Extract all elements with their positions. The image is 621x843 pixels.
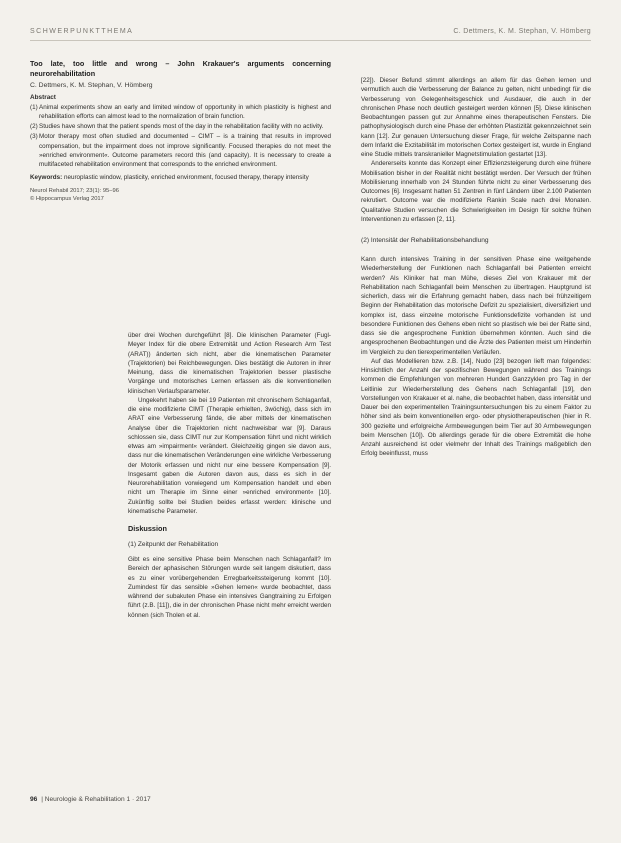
running-authors: C. Dettmers, K. M. Stephan, V. Hömberg xyxy=(453,28,591,35)
section-heading-discussion: Diskussion xyxy=(128,524,167,533)
subsection-heading: (1) Zeitpunkt der Rehabilitation xyxy=(128,541,219,548)
body-paragraph: Kann durch intensives Training in der sensitiven Phase eine weitgehende Wiederherstellung der Funktionen nach Schlaganfall bei Patienten erreicht werden? Als Kliniker hat man Mühe, dieses Ziel von Krakauer mit der Rehabilitation nach Schlaganfall beim Menschen zu übertragen. Hauptgrund ist sicherlich, dass wir die Erfahrung gemacht haben, dass nach bei frühzeitigem Beginn der Rehabilitation das motorische Defizit zu spezialisiert, diversifiziert und komplex ist, dass einzelne motorische Funktionsdefizite vorhanden ist und besondere Funktionen des Gehens eben nicht so plastisch wie bei der Ratte sind, dass sie die angesprochene Funktion übernehmen könnten. Auch sind die angesprochenen Beobachtungen und die Ärzte des Patienten meist um Hinderhin im Vergleich zu den tierexperimentellen Verläufen. xyxy=(361,256,591,356)
journal-name: | Neurologie & Rehabilitation 1 · 2017 xyxy=(41,796,151,803)
body-paragraph: Ungekehrt haben sie bei 19 Patienten mit chronischem Schlaganfall, die eine modifizierte CIMT (Therapie erhielten, 3wöchig), dass sich im ARAT eine Verbesserung fände, die aber mittels der kinematischen Analyse über die Trajektorien nicht nachweisbar war [9]. Daraus schlossen sie, dass CIMT nur zur Kompensation führt und nicht wirklich etwas am »impairment« verändert. Gleichzeitig gingen sie davon aus, dass nur die kinematischen Veränderungen eine wirkliche Verbesserung der Motorik erfassen und nicht nur eine bessere Kompensation [9]. Insgesamt gaben die Autoren davon aus, dass es sich in der Neurorehabilitation vorwiegend um Kompensation handelt und eben nicht um Therapie im Sinne einer »enriched environment« [10]. Zukünftig sollte bei Studien beides erfasst werden: klinische und kinematische Parameter. xyxy=(128,396,331,515)
article-title: Too late, too little and wrong – John Krakauer's arguments concerning neurorehabilitation xyxy=(30,59,331,78)
subsection-heading: (2) Intensität der Rehabilitationsbehandlung xyxy=(361,237,489,244)
abstract-heading: Abstract xyxy=(30,94,56,101)
abstract-item-text: Studies have shown that the patient spends most of the day in the rehabilitation facility with no activity. xyxy=(39,123,324,130)
page-footer xyxy=(30,796,151,803)
copyright-line: © Hippocampus Verlag 2017 xyxy=(30,195,104,202)
body-paragraph: [22]). Dieser Befund stimmt allerdings an allem für das Gehen lernen und vermutlich auch die Verbesserung der Balance zu gelten, nicht unbedingt für die Verbesserung von Gelegenheitsgeschick und Ausdauer, die auch in der chronischen Phase noch deutlich gesteigert werden können [5]. Diese klinischen Beobachtungen passen gut zur Annahme eines therapeutischen Fensters. Die pathophysiologisch durch eine Phase der erhöhten Plastizität gekennzeichnet sein kann [12]. Zur genauen Untersuchung dieser Frage, für welche Zeitspanne nach dem Infarkt die Exzitabilität im motorischen Cortex gesteigert ist, wurde in England eine Studie mittels transkranieller Magnetstimulation gestartet [13]. xyxy=(361,77,591,158)
right-body-column xyxy=(361,76,591,459)
section-label: SCHWERPUNKTTHEMA xyxy=(30,28,134,35)
body-paragraph: Andererseits konnte das Konzept einer Effizienzsteigerung durch eine frühere Mobilisation bisher in der Realität nicht bestätigt werden. Der Versuch der frühen Mobilisierung innerhalb von 24 Stunden führte nicht zu einer Verbesserung des Outcomes [6]. Insgesamt hatten 51 Zentren in fünf Ländern über 2.100 Patienten rekrutiert. Outcome war die modifizierte Rankin Scale nach drei Monaten. Qualitative Studien versuchen die Schwierigkeiten im Design für solche frühen Interventionen zu erfassen [2, 11]. xyxy=(361,160,591,223)
abstract-item xyxy=(30,103,331,122)
article-authors: C. Dettmers, K. M. Stephan, V. Hömberg xyxy=(30,82,153,89)
abstract-item xyxy=(30,132,331,169)
abstract-item-text: Motor therapy most often studied and documented – CIMT – is a training that results in improved compensation, but the impairment does not improve significantly. Focused therapies do not meet the »enriched environment«. Outcome parameters record this (and capacity). It is necessary to create a multifaceted rehabilitation environment that corresponds to the enriched environment. xyxy=(39,133,331,168)
abstract-item-text: Animal experiments show an early and limited window of opportunity in which plasticity is highest and rehabilitation efforts can almost lead to the normalization of brain function. xyxy=(39,103,331,120)
keywords-text: neuroplastic window, plasticity, enriched environment, focused therapy, therapy intensity xyxy=(63,174,309,182)
abstract-item-number: (3) xyxy=(30,133,38,141)
abstract-item xyxy=(30,122,331,131)
citation xyxy=(30,187,331,203)
body-paragraph: Gibt es eine sensitive Phase beim Menschen nach Schlaganfall? Im Bereich der aphasischen Störungen wurde seit langem diskutiert, dass es zu einer vorübergehenden Erregbarkeitssteigerung kommt [10]. Zumindest für das sensible »Gehen lernen« wurde beobachtet, dass während der subakuten Phase ein intensives Gangtraining zu Erfolgen führt (z.B. [11]), die in der chronischen Phase nicht mehr erreicht werden können (sich Tholen et al. xyxy=(128,556,331,619)
running-header xyxy=(30,28,591,40)
abstract-item-number: (2) xyxy=(30,123,38,130)
abstract-item-number: (1) xyxy=(30,103,38,111)
abstract-block xyxy=(30,59,331,203)
citation-line: Neurol Rehabil 2017; 23(1): 95–96 xyxy=(30,187,119,194)
page-number: 96 xyxy=(30,796,38,803)
header-divider xyxy=(30,40,591,41)
body-paragraph: über drei Wochen durchgeführt [8]. Die klinischen Parameter (Fugl-Meyer Index für die obere Extremität und Action Research Arm Test (ARAT)) änderten sich nicht, aber die kinematischen Parameter (Trajektorien) bei Reichbewegungen. Dies bestätigt die Autoren in ihrer Meinung, dass die kinematischen Trajektorien besser plastische Vorgänge und motorisches Lernen erfassen als die konventionellen klinischen Verlaufsparameter. xyxy=(128,332,331,395)
keywords xyxy=(30,173,331,182)
left-body-column xyxy=(128,331,331,620)
body-paragraph: Auf das Modellieren bzw. z.B. [14], Nudo [23] bezogen lieft man folgendes: Hinsichtlich der Anzahl der spezifischen Bewegungen während des Trainings kommen die Empfehlungen von mehreren Hundert Ganzzyklen pro Tag in der Leitlinie zur Wiederherstellung des Gehens nach Schlaganfall [19], den Vorstellungen von Krakauer et al. nahe, die beobachtet haben, dass intensität und Dauer bei den experimentellen Trainingsuntersuchungen bis zu einem Faktor zu höher sind als beim konventionellen ergo- oder physiotherapeutischen (hier in R. 300 gezielte und erfolgreiche Armbewegungen beim Tier auf 30 Armbewegungen beim Menschen [10]). Ob allerdings gerade für die obere Extremität die hohe Anzahl ausreichend ist oder vielmehr der Inhalt des Trainings maßgeblich den Erfolg beeinflusst, muss xyxy=(361,357,591,458)
keywords-label: Keywords: xyxy=(30,174,63,182)
